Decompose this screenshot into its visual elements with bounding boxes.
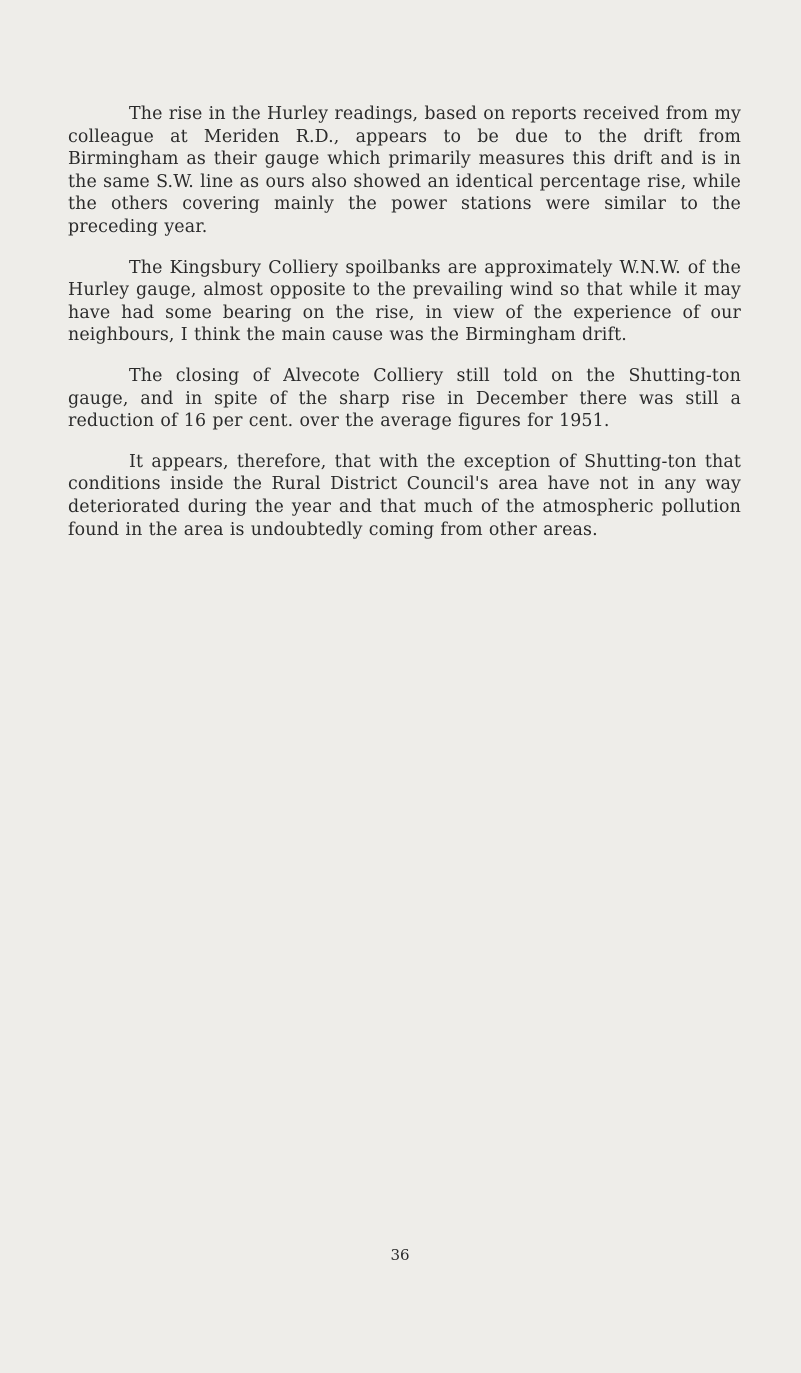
paragraph-hurley-readings: The rise in the Hurley readings, based on reports received from my colleague at Meriden R.D., appears to be due to the drift from Birmingham as their gauge which primarily measures this drift and is in the same S.W. line as ours also showed an identical percentage rise, while the others covering mainly the power stations were similar to the preceding year.	[68, 104, 741, 237]
page-number: 36	[390, 1246, 410, 1264]
paragraph-conclusion: It appears, therefore, that with the exception of Shutting-ton that conditions inside the Rural District Council's area have not in any way deteriorated during the year and that much of the atmospheric pollution found in the area is undoubtedly coming from other areas.	[68, 451, 741, 540]
body-text	[68, 103, 741, 559]
paragraph-kingsbury-colliery: The Kingsbury Colliery spoilbanks are approximately W.N.W. of the Hurley gauge, almost opposite to the prevailing wind so that while it may have had some bearing on the rise, in view of the experience of our neighbours, I think the main cause was the Birmingham drift.	[68, 257, 741, 346]
paragraph-alvecote-colliery: The closing of Alvecote Colliery still told on the Shutting-ton gauge, and in spite of the sharp rise in December there was still a reduction of 16 per cent. over the average figures for 1951.	[68, 365, 741, 432]
